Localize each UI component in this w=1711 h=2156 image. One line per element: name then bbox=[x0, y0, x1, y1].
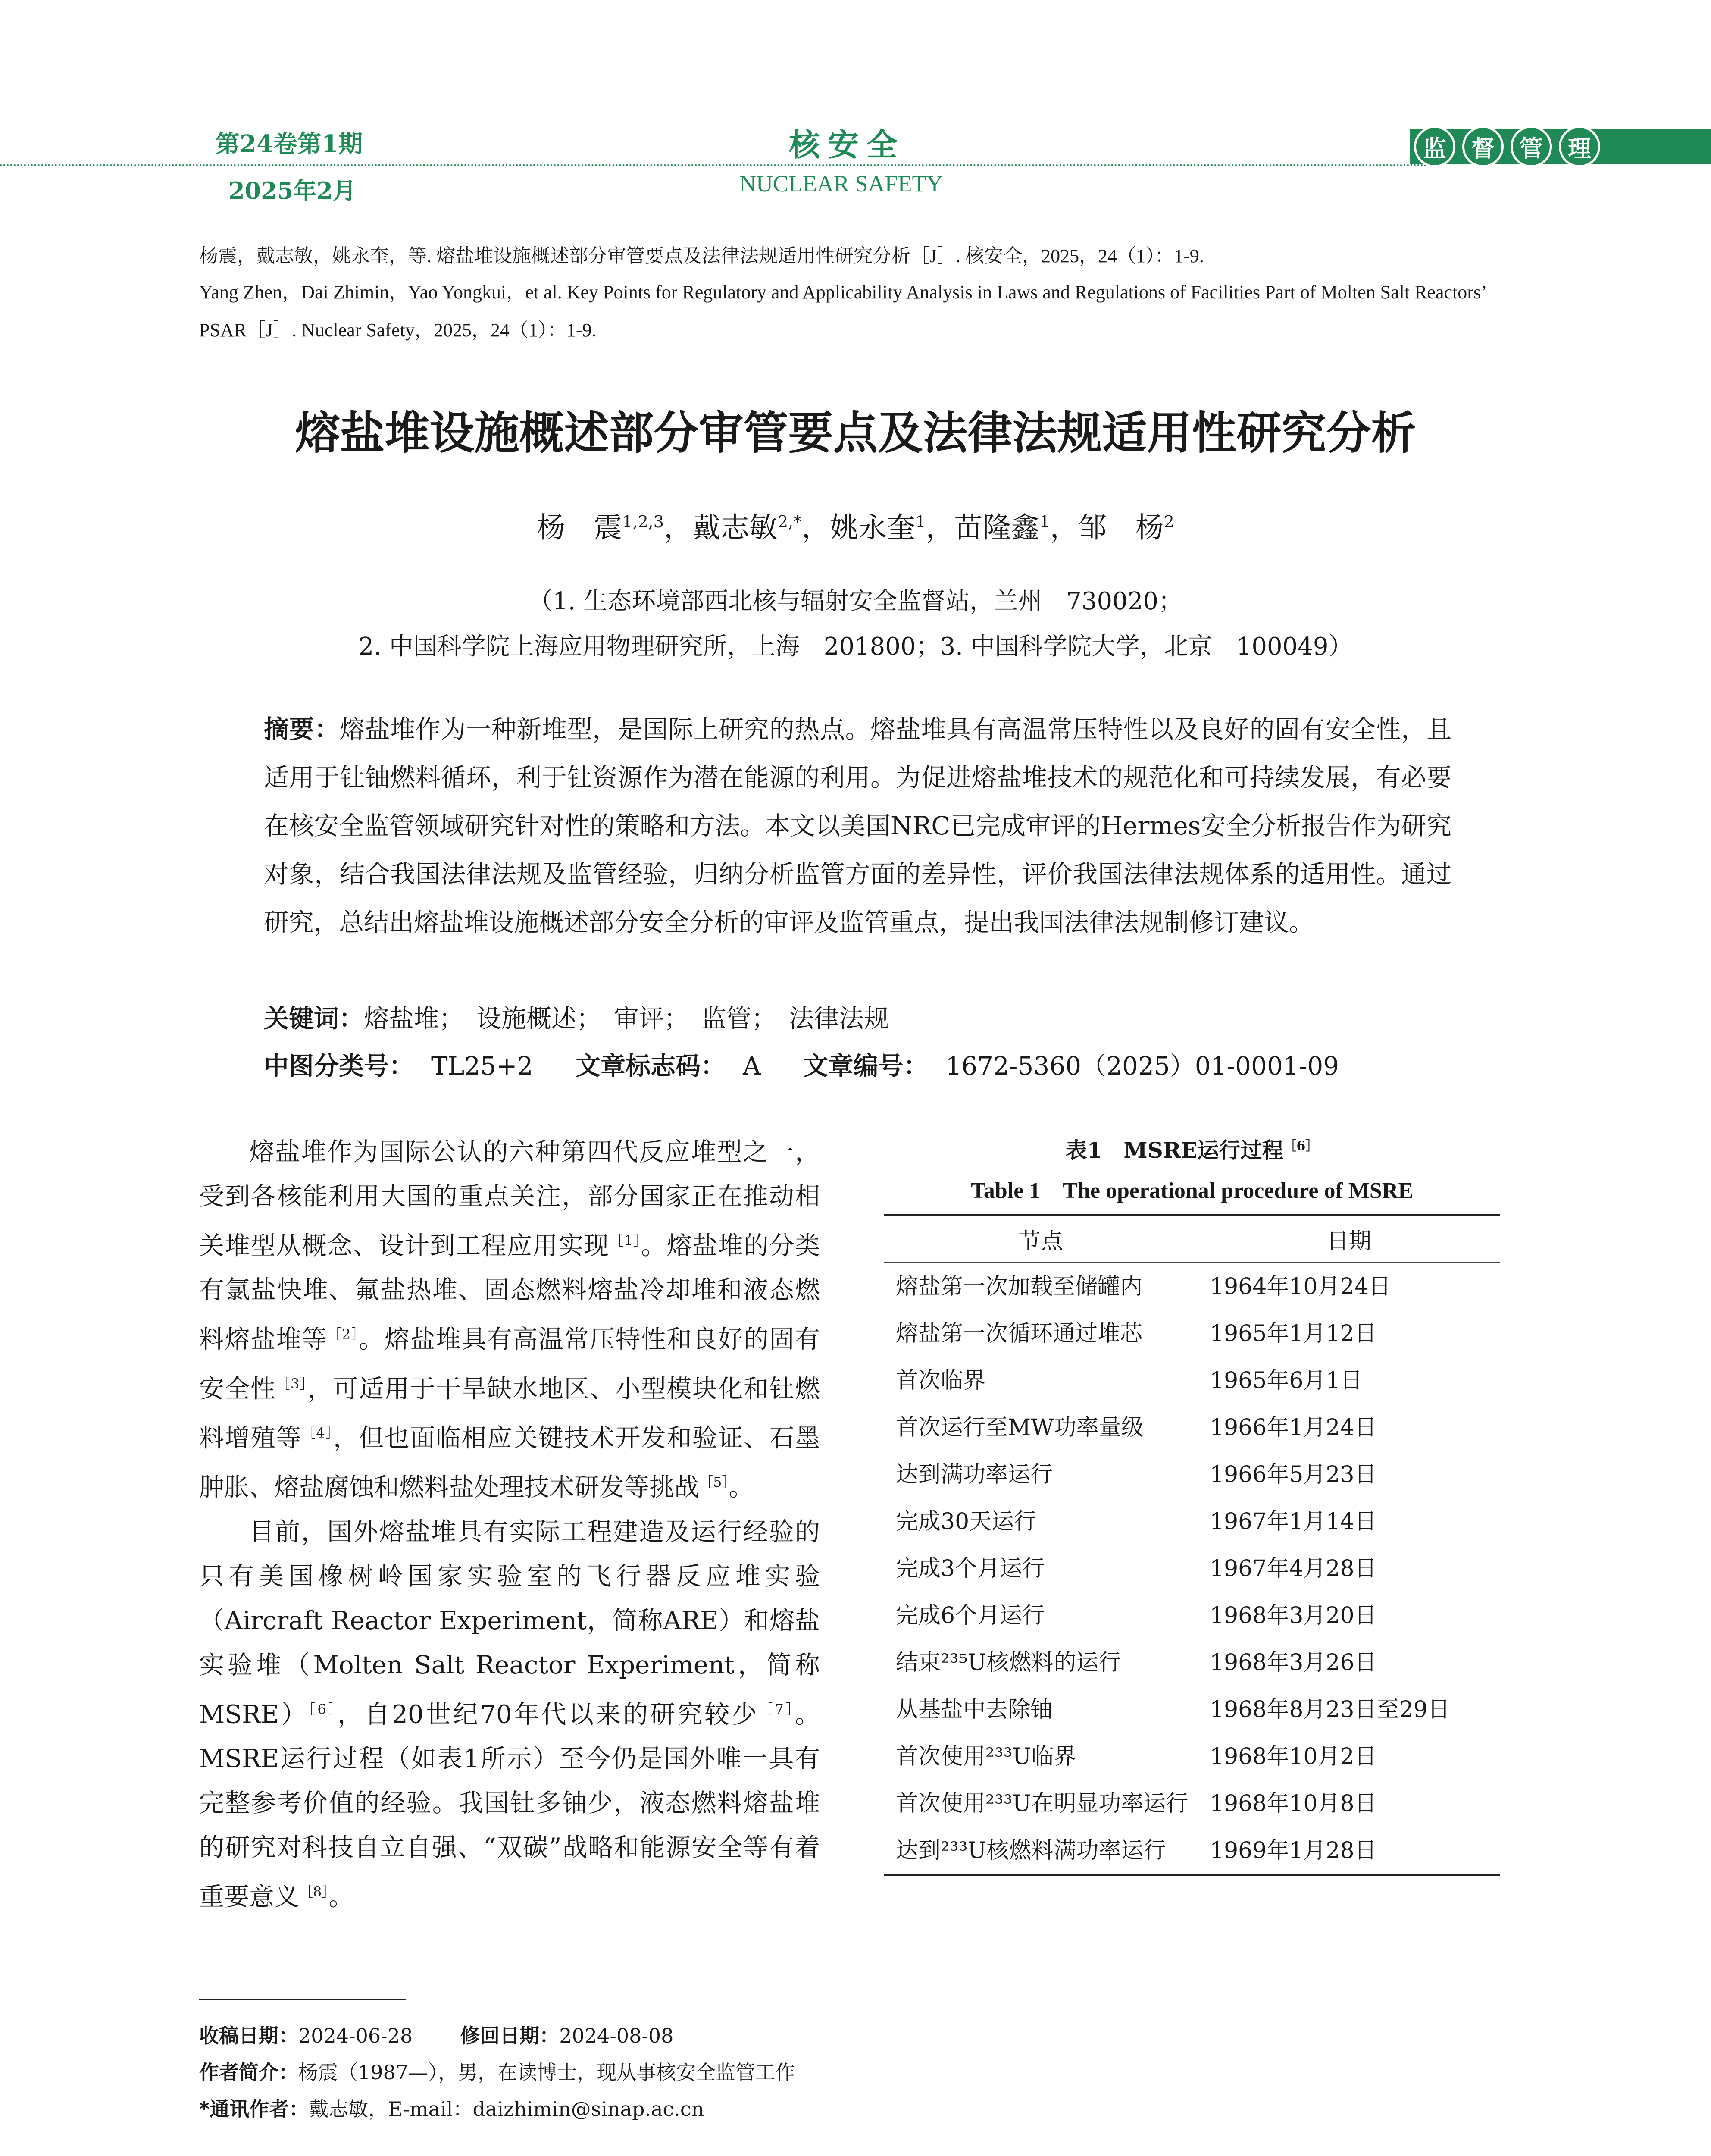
corresponding-label: *通讯作者： bbox=[199, 2097, 309, 2121]
body-paragraph bbox=[199, 1130, 820, 1510]
table-cell-date: 1965年6月1日 bbox=[1210, 1367, 1363, 1394]
paper-title: 熔盐堆设施概述部分审管要点及法律法规适用性研究分析 bbox=[295, 407, 1416, 459]
table-cell-date: 1968年10月2日 bbox=[1210, 1743, 1377, 1770]
table-cell-date: 1966年1月24日 bbox=[1210, 1414, 1377, 1441]
table-cell-node: 达到满功率运行 bbox=[896, 1461, 1053, 1488]
body-text-run: 。 bbox=[729, 1472, 754, 1502]
author-affil-marker: 2 bbox=[1164, 512, 1174, 531]
citation-ref: ［6］ bbox=[308, 1701, 338, 1717]
author-affil-marker: 1 bbox=[1039, 512, 1050, 531]
table-body bbox=[884, 1263, 1500, 1875]
table-row bbox=[884, 1310, 1500, 1357]
table-row bbox=[884, 1263, 1500, 1310]
journal-name-cn: 核安全 bbox=[789, 126, 906, 163]
table-cell-date: 1964年10月24日 bbox=[1210, 1273, 1391, 1300]
table-cell-node: 完成6个月运行 bbox=[896, 1602, 1045, 1629]
table-cell-date: 1965年1月12日 bbox=[1210, 1320, 1377, 1347]
journal-date: 2025年2月 bbox=[228, 177, 356, 204]
revised-label: 修回日期： bbox=[460, 2024, 560, 2047]
table-row bbox=[884, 1780, 1500, 1827]
table-cell-date: 1968年8月23日至29日 bbox=[1210, 1696, 1450, 1723]
author-name: 苗隆鑫 bbox=[954, 511, 1040, 544]
table-cell-date: 1968年3月26日 bbox=[1210, 1649, 1377, 1676]
table-cell-date: 1968年3月20日 bbox=[1210, 1602, 1377, 1629]
abstract bbox=[264, 705, 1451, 946]
table-row bbox=[884, 1686, 1500, 1733]
citation-ref: ［2］ bbox=[327, 1326, 359, 1343]
author-bio: 杨震（1987—），男，在读博士，现从事核安全监管工作 bbox=[298, 2061, 795, 2084]
citation-ref: ［7］ bbox=[759, 1701, 795, 1717]
body-paragraph bbox=[199, 1510, 820, 1919]
footnote-corresponding bbox=[199, 2093, 704, 2122]
body-text-run: 。MSRE运行过程（如表1所示）至今仍是国外唯一具有完整参考价值的经验。我国钍多铀少，液态燃料熔盐堆的研究对科技自立自强、“双碳”战略和能源安全等有着重要意义 bbox=[199, 1699, 820, 1912]
author-name: 姚永奎 bbox=[830, 511, 916, 544]
table-cell-node: 结束²³⁵U核燃料的运行 bbox=[896, 1649, 1121, 1676]
author-name: 邹 杨 bbox=[1078, 511, 1164, 544]
keywords bbox=[264, 998, 889, 1034]
table-cell-node: 首次运行至MW功率量级 bbox=[896, 1414, 1144, 1441]
table-row bbox=[884, 1592, 1500, 1639]
table-header-row bbox=[884, 1215, 1500, 1263]
body-text-run: ，自20世纪70年代以来的研究较少 bbox=[337, 1699, 759, 1729]
author-name: 戴志敏 bbox=[692, 511, 778, 544]
affiliation-line: （1. 生态环境部西北核与辐射安全监督站，兰州 730020； bbox=[528, 587, 1182, 615]
citation-ref: ［8］ bbox=[299, 1883, 329, 1900]
received-label: 收稿日期： bbox=[199, 2024, 298, 2047]
table-cell-date: 1966年5月23日 bbox=[1210, 1461, 1377, 1488]
table-cell-node: 从基盐中去除铀 bbox=[896, 1696, 1053, 1723]
table-row bbox=[884, 1357, 1500, 1404]
table-cell-node: 达到²³³U核燃料满功率运行 bbox=[884, 1827, 1198, 1875]
article-no-label: 文章编号： bbox=[803, 1051, 929, 1081]
table-cell-date: 1969年1月28日 bbox=[1198, 1827, 1500, 1875]
journal-volume: 第24卷第1期 bbox=[216, 130, 363, 158]
body-text-run: ，但也面临相应关键技术开发和验证、石墨肿胀、熔盐腐蚀和燃料盐处理技术研发等挑战 bbox=[199, 1423, 820, 1502]
table-cell-node: 首次使用²³³U在明显功率运行 bbox=[896, 1790, 1189, 1817]
affiliation-line: 2. 中国科学院上海应用物理研究所，上海 201800；3. 中国科学院大学，北京 100049） bbox=[358, 633, 1353, 661]
body-text-run: 。熔盐堆具有高温常压特性和良好的固有安全性 bbox=[199, 1324, 820, 1403]
author-name: 杨 震 bbox=[537, 511, 622, 544]
msre-table bbox=[884, 1214, 1500, 1876]
author-list: 杨 震$^{1,2,3}$，戴志敏$^{2,*}$，姚永奎$^1$，苗隆鑫$^1$，邹 杨$^2$ bbox=[537, 511, 1174, 544]
table-caption-cn-text: 表1 MSRE运行过程 bbox=[1065, 1138, 1284, 1163]
abstract-text: 熔盐堆作为一种新堆型，是国际上研究的热点。熔盐堆具有高温常压特性以及良好的固有安全性，且适用于钍铀燃料循环，利于钍资源作为潜在能源的利用。为促进熔盐堆技术的规范化和可持续发展，有必要在核安全监管领域研究针对性的策略和方法。本文以美国NRC已完成审评的Hermes安全分析报告作为研究对象，结合我国法律法规及监管经验，归纳分析监管方面的差异性，评价我国法律法规体系的适用性。通过研究，总结出熔盐堆设施概述部分安全分析的审评及监管重点，提出我国法律法规制修订建议。 bbox=[264, 714, 1451, 937]
table-cell-date: 1967年1月14日 bbox=[1210, 1508, 1377, 1535]
clc-label: 中图分类号： bbox=[264, 1051, 414, 1081]
table-cell-node: 完成3个月运行 bbox=[896, 1555, 1045, 1582]
table-cell-node: 熔盐第一次循环通过堆芯 bbox=[896, 1320, 1143, 1347]
body-text bbox=[199, 1130, 820, 1919]
body-text-run: 。熔盐堆的分类有氯盐快堆、氟盐热堆、固态燃料熔盐冷却堆和液态燃料熔盐堆等 bbox=[199, 1231, 820, 1354]
author-affil-marker: 1,2,3 bbox=[622, 512, 664, 531]
footnote-dates bbox=[199, 2020, 673, 2049]
body-text-run: 熔盐堆作为国际公认的六种第四代反应堆型之一，受到各核能利用大国的重点关注，部分国家正在推动相关堆型从概念、设计到工程应用实现 bbox=[199, 1137, 820, 1260]
body-text-run: 。 bbox=[328, 1882, 354, 1912]
table-row bbox=[884, 1639, 1500, 1686]
article-no-value: 1672-5360（2025）01-0001-09 bbox=[945, 1051, 1339, 1081]
table-header-node: 节点 bbox=[884, 1215, 1198, 1263]
citation-ref: ［4］ bbox=[302, 1424, 333, 1441]
classification-line bbox=[264, 1046, 1373, 1082]
clc-value: TL25+2 bbox=[431, 1051, 533, 1081]
footnote-author bbox=[199, 2057, 795, 2085]
column-badge: 督 bbox=[1462, 126, 1504, 167]
column-badges bbox=[1414, 126, 1600, 167]
table-cell-node: 熔盐第一次加载至储罐内 bbox=[896, 1273, 1143, 1300]
table-cell-date: 1967年4月28日 bbox=[1210, 1555, 1377, 1582]
citation-ref: ［5］ bbox=[699, 1474, 729, 1491]
journal-name-en: NUCLEAR SAFETY bbox=[739, 171, 943, 197]
body-text-run: ，可适用于干旱缺水地区、小型模块化和钍燃料增殖等 bbox=[199, 1373, 820, 1453]
footnote-divider bbox=[199, 1999, 406, 2000]
column-badge: 理 bbox=[1559, 126, 1600, 167]
received-date: 2024-06-28 bbox=[298, 2024, 413, 2047]
table-cell-node: 首次使用²³³U临界 bbox=[896, 1743, 1076, 1770]
keywords-label: 关键词： bbox=[264, 1004, 364, 1033]
author-bio-label: 作者简介： bbox=[199, 2061, 298, 2084]
table-row bbox=[884, 1733, 1500, 1780]
table-caption-cn bbox=[884, 1133, 1500, 1164]
revised-date: 2024-08-08 bbox=[559, 2024, 674, 2047]
header-divider bbox=[0, 164, 1431, 166]
body-text-run: 目前，国外熔盐堆具有实际工程建造及运行经验的只有美国橡树岭国家实验室的飞行器反应堆实验（Aircraft Reactor Experiment，简称ARE）和熔盐实验堆（Molten Salt Reactor Experiment，简称 MSRE） bbox=[199, 1517, 820, 1729]
table-row bbox=[884, 1827, 1500, 1875]
author-affil-marker: 2,* bbox=[777, 512, 802, 531]
table-cell-node: 首次临界 bbox=[896, 1367, 986, 1394]
table-caption-en: Table 1 The operational procedure of MSRE bbox=[970, 1178, 1414, 1203]
table-cell-date: 1968年10月8日 bbox=[1210, 1790, 1377, 1817]
column-badge: 监 bbox=[1414, 126, 1455, 167]
table-cell-node: 完成30天运行 bbox=[896, 1508, 1037, 1535]
column-badge: 管 bbox=[1511, 126, 1552, 167]
table-row bbox=[884, 1498, 1500, 1545]
citation-en: Yang Zhen，Dai Zhimin，Yao Yongkui，et al. Key Points for Regulatory and Applicability Analysis in Laws and Regulations of Facilities Part of Molten Salt Reactors’ PSAR［J］. Nuclear Safety，2025，24（1）：1-9. bbox=[199, 282, 1486, 341]
doc-code-label: 文章标志码： bbox=[575, 1051, 726, 1081]
author-affil-marker: 1 bbox=[915, 512, 926, 531]
citation-cn: 杨震，戴志敏，姚永奎，等. 熔盐堆设施概述部分审管要点及法律法规适用性研究分析［J］. 核安全，2025，24（1）：1-9. bbox=[199, 245, 1204, 266]
table-header-date: 日期 bbox=[1198, 1215, 1500, 1263]
table-row bbox=[884, 1404, 1500, 1451]
citation-ref: ［3］ bbox=[276, 1375, 308, 1392]
table-caption-ref: ［6］ bbox=[1283, 1138, 1319, 1154]
citation-ref: ［1］ bbox=[610, 1232, 641, 1249]
keywords-text: 熔盐堆； 设施概述； 审评； 监管； 法律法规 bbox=[364, 1004, 889, 1033]
doc-code-value: A bbox=[742, 1051, 761, 1081]
table-row bbox=[884, 1451, 1500, 1498]
abstract-label: 摘要： bbox=[264, 714, 340, 744]
corresponding-author: 戴志敏，E-mail：daizhimin@sinap.ac.cn bbox=[309, 2097, 704, 2121]
table-row bbox=[884, 1545, 1500, 1592]
